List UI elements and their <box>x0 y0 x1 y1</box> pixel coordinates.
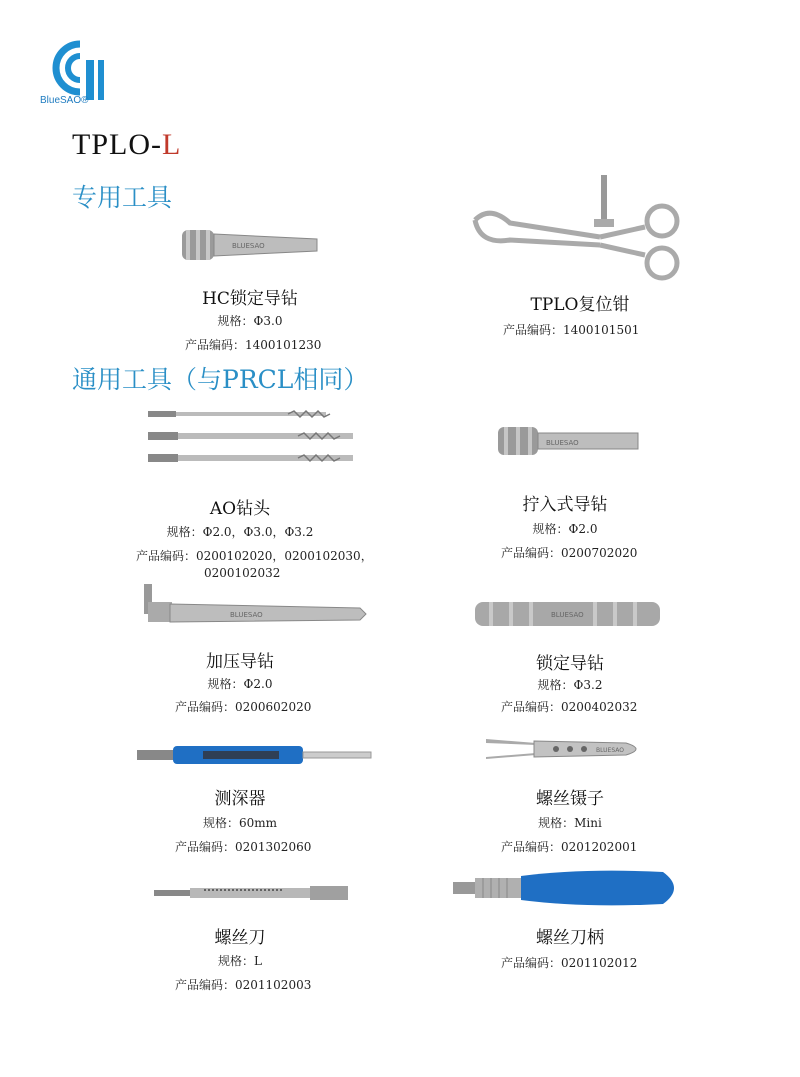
screw-in-guide-name: 拧入式导钻 <box>522 495 608 515</box>
hc-drill-code: 产品编码：1400101230 <box>185 338 322 352</box>
compression-guide-name: 加压导钻 <box>206 652 274 672</box>
locking-guide-engraving: BLUESAO <box>551 611 584 619</box>
screwdriver-handle-image <box>453 868 685 908</box>
ao-drill-name: AO钻头 <box>209 499 271 519</box>
compression-guide-image <box>140 584 370 628</box>
screw-in-guide-image <box>498 425 643 457</box>
ao-drill-spec: 规格：Φ2.0，Φ3.0，Φ3.2 <box>166 525 314 539</box>
reduction-forceps-name: TPLO复位钳 <box>530 295 630 315</box>
page-title: TPLO-L <box>72 128 182 161</box>
ao-drill-code-line1: 产品编码：0200102020，0200102030， <box>136 549 373 563</box>
compression-guide-code: 产品编码：0200602020 <box>175 700 312 714</box>
locking-guide-image <box>475 600 665 630</box>
locking-guide-code: 产品编码：0200402032 <box>501 700 638 714</box>
locking-guide-name: 锁定导钻 <box>536 654 604 674</box>
screw-in-guide-engraving: BLUESAO <box>546 439 579 447</box>
ao-drill-code-line2: 0200102032 <box>204 566 281 580</box>
screwdriver-image <box>154 884 350 902</box>
compression-guide-engraving: BLUESAO <box>230 611 263 619</box>
hc-drill-spec: 规格：Φ3.0 <box>217 314 283 328</box>
screw-in-guide-spec: 规格：Φ2.0 <box>532 522 598 536</box>
screwdriver-spec: 规格：L <box>218 954 262 968</box>
hc-drill-name: HC锁定导钻 <box>202 289 298 309</box>
screw-forceps-spec: 规格：Mini <box>538 816 602 830</box>
screw-forceps-code: 产品编码：0201202001 <box>501 840 638 854</box>
ao-drill-image <box>148 408 348 468</box>
reduction-forceps-image <box>470 175 690 285</box>
screwdriver-code: 产品编码：0201102003 <box>175 978 312 992</box>
depth-gauge-code: 产品编码：0201302060 <box>175 840 312 854</box>
section-general-tools: 通用工具（与PRCL相同） <box>72 365 369 394</box>
logo-text: BlueSAO® <box>40 95 89 106</box>
screwdriver-name: 螺丝刀 <box>214 928 266 948</box>
depth-gauge-name: 测深器 <box>214 789 266 809</box>
hc-drill-engraving: BLUESAO <box>232 242 265 250</box>
depth-gauge-image <box>137 744 373 766</box>
reduction-forceps-code: 产品编码：1400101501 <box>503 323 640 337</box>
section-special-tools: 专用工具 <box>72 183 173 212</box>
hc-drill-image <box>182 228 322 262</box>
screwdriver-handle-code: 产品编码：0201102012 <box>501 956 638 970</box>
screw-forceps-engraving: BLUESAO <box>596 747 624 754</box>
screw-in-guide-code: 产品编码：0200702020 <box>501 546 638 560</box>
locking-guide-spec: 规格：Φ3.2 <box>537 678 603 692</box>
compression-guide-spec: 规格：Φ2.0 <box>207 677 273 691</box>
depth-gauge-spec: 规格：60mm <box>202 816 278 830</box>
screwdriver-handle-name: 螺丝刀柄 <box>536 928 604 948</box>
screw-forceps-name: 螺丝镊子 <box>536 789 604 809</box>
screw-forceps-image <box>486 735 656 765</box>
